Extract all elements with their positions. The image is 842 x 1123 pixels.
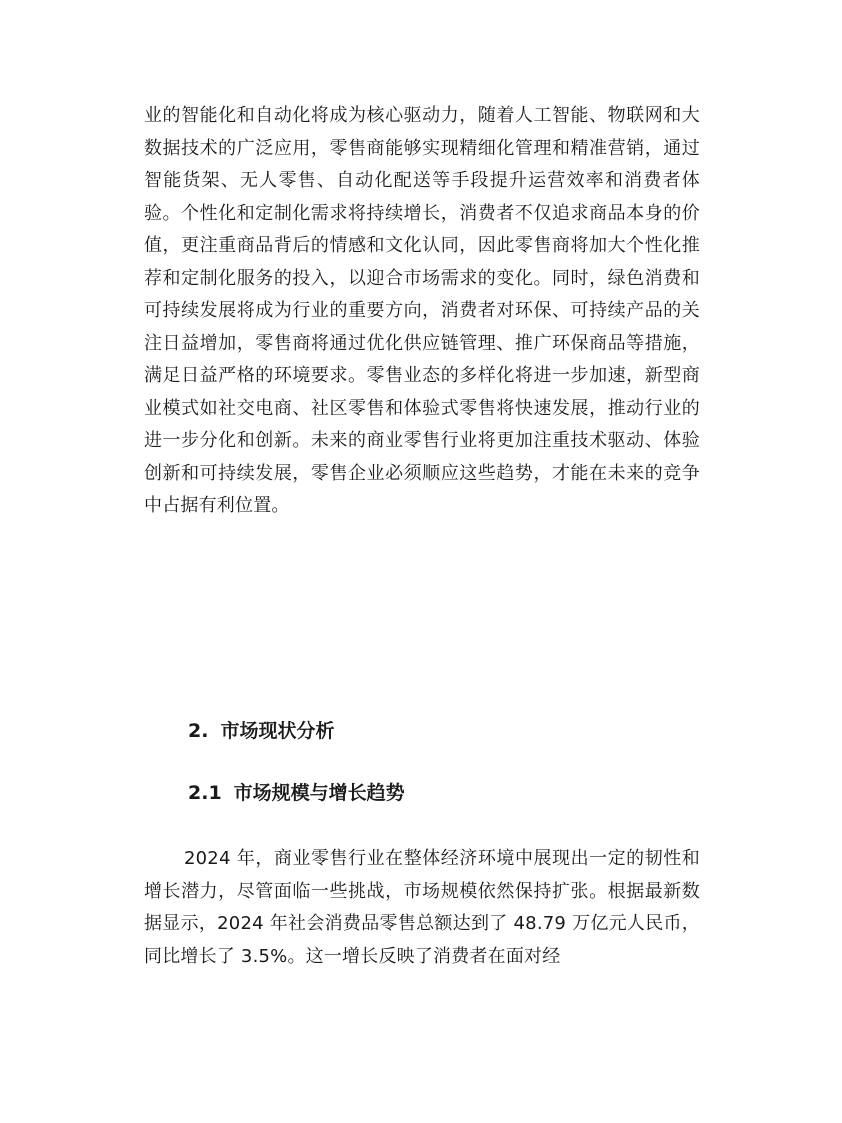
subsection-heading-market-size [188, 778, 405, 805]
section-title: 市场现状分析 [220, 720, 335, 742]
section-heading-market-status [188, 716, 334, 743]
subsection-number: 2.1 [188, 782, 222, 804]
body-paragraph-retail-trends: 业的智能化和自动化将成为核心驱动力，随着人工智能、物联网和大数据技术的广泛应用，零售商能够实现精细化管理和精准营销，通过智能货架、无人零售、自动化配送等手段提升运营效率和消费者体验。个性化和定制化需求将持续增长，消费者不仅追求商品本身的价值，更注重商品背后的情感和文化认同，因此零售商将加大个性化推荐和定制化服务的投入，以迎合市场需求的变化。同时，绿色消费和可持续发展将成为行业的重要方向，消费者对环保、可持续产品的关注日益增加，零售商将通过优化供应链管理、推广环保商品等措施，满足日益严格的环境要求。零售业态的多样化将进一步加速，新型商业模式如社交电商、社区零售和体验式零售将快速发展，推动行业的进一步分化和创新。未来的商业零售行业将更加注重技术驱动、体验创新和可持续发展，零售企业必须顺应这些趋势，才能在未来的竞争中占据有利位置。 [144, 105, 700, 516]
subsection-title: 市场规模与增长趋势 [233, 782, 405, 804]
body-paragraph-market-size: 2024 年，商业零售行业在整体经济环境中展现出一定的韧性和增长潜力，尽管面临一些挑战，市场规模依然保持扩张。根据最新数据显示，2024 年社会消费品零售总额达到了 48.79 万亿元人民币，同比增长了 3.5%。这一增长反映了消费者在面对经 [144, 848, 700, 967]
section-number: 2. [188, 720, 209, 742]
